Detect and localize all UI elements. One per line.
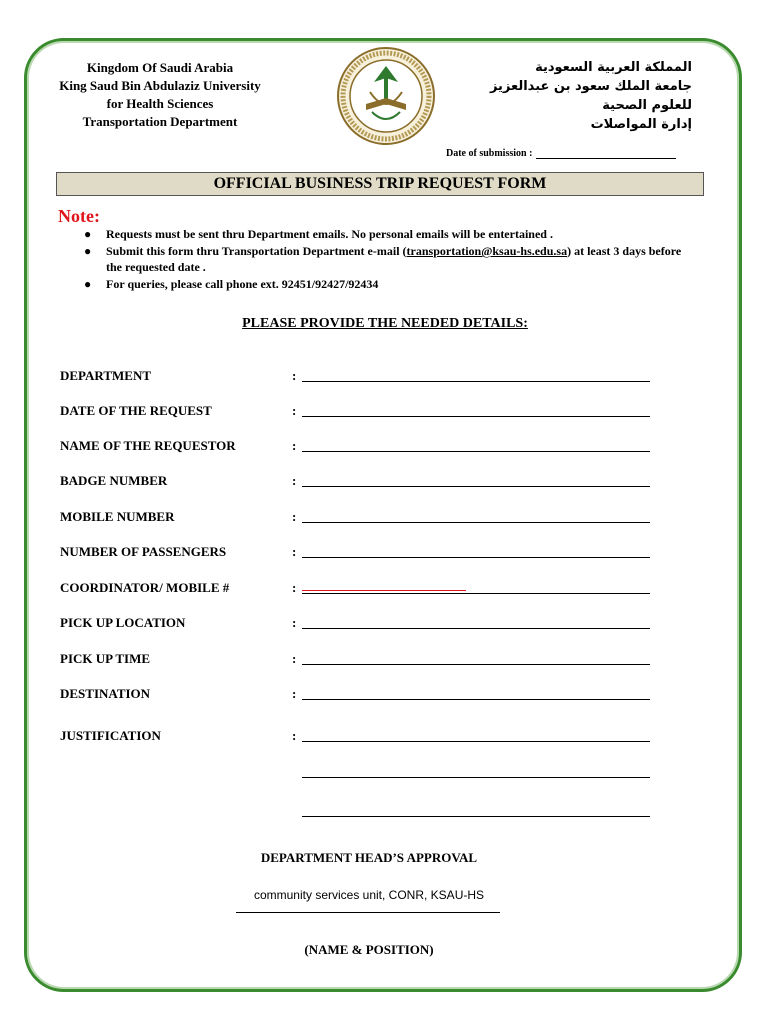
form-row-justification xyxy=(60,728,680,748)
coordinator-field[interactable] xyxy=(302,593,650,594)
arabic-header xyxy=(472,58,692,134)
field-label: DEPARTMENT xyxy=(60,368,152,383)
field-colon: : xyxy=(292,473,297,488)
form-title: OFFICIAL BUSINESS TRIP REQUEST FORM xyxy=(56,172,704,196)
bullet-icon: ● xyxy=(84,227,92,241)
list-item xyxy=(80,243,700,275)
field-label: DATE OF THE REQUEST xyxy=(60,403,212,418)
form-row-pickup-time xyxy=(60,651,680,671)
pickup-location-field[interactable] xyxy=(302,628,650,629)
field-colon: : xyxy=(292,728,297,743)
field-colon: : xyxy=(292,686,297,701)
field-colon: : xyxy=(292,509,297,524)
destination-field[interactable] xyxy=(302,699,650,700)
pickup-time-field[interactable] xyxy=(302,664,650,665)
field-colon: : xyxy=(292,544,297,559)
form-row-badge xyxy=(60,473,680,493)
field-colon: : xyxy=(292,368,297,383)
passengers-field[interactable] xyxy=(302,557,650,558)
field-colon: : xyxy=(292,615,297,630)
signature-line[interactable] xyxy=(236,912,500,913)
justification-line-2[interactable] xyxy=(302,777,650,778)
red-underline xyxy=(302,590,466,591)
note-text: ) at least 3 days before the requested date . xyxy=(106,244,682,274)
field-colon: : xyxy=(292,438,297,453)
note-text: Requests must be sent thru Department emails. No personal emails will be entertained . xyxy=(106,227,553,241)
field-label: BADGE NUMBER xyxy=(60,473,168,488)
header-line: King Saud Bin Abdulaziz University xyxy=(59,78,261,93)
header-line: Transportation Department xyxy=(82,114,238,129)
email-link[interactable]: transportation@ksau-hs.edu.sa xyxy=(406,244,568,258)
list-item xyxy=(80,276,700,292)
list-item xyxy=(80,226,700,242)
field-colon: : xyxy=(292,403,297,418)
approver-unit: community services unit, CONR, KSAU-HS xyxy=(253,888,485,902)
note-text: For queries, please call phone ext. 92451/92427/92434 xyxy=(106,277,379,291)
header-line: إدارة المواصلات xyxy=(590,117,692,132)
form-row-mobile xyxy=(60,509,680,529)
form-row-requestor xyxy=(60,438,680,458)
date-of-submission xyxy=(446,148,676,159)
field-colon: : xyxy=(292,651,297,666)
form-row-destination xyxy=(60,686,680,706)
mobile-number-field[interactable] xyxy=(302,522,650,523)
form-row-date xyxy=(60,403,680,423)
name-position-label: (NAME & POSITION) xyxy=(304,942,434,957)
header-line: للعلوم الصحية xyxy=(602,98,692,113)
bullet-icon: ● xyxy=(84,244,92,258)
field-label: JUSTIFICATION xyxy=(60,728,161,743)
approval-heading: DEPARTMENT HEAD’S APPROVAL xyxy=(260,850,478,865)
header-line: جامعة الملك سعود بن عبدالعزيز xyxy=(489,79,692,94)
field-label: PICK UP LOCATION xyxy=(60,615,186,630)
field-label: COORDINATOR/ MOBILE # xyxy=(60,580,230,595)
section-heading: PLEASE PROVIDE THE NEEDED DETAILS: xyxy=(242,316,528,331)
field-label: NUMBER OF PASSENGERS xyxy=(60,544,227,559)
form-row-passengers xyxy=(60,544,680,564)
field-label: NAME OF THE REQUESTOR xyxy=(60,438,236,453)
header-line: Kingdom Of Saudi Arabia xyxy=(86,60,234,75)
note-heading: Note: xyxy=(58,206,100,226)
form-row-pickup-location xyxy=(60,615,680,635)
form-row-department xyxy=(60,368,680,388)
bullet-icon: ● xyxy=(84,277,92,291)
badge-number-field[interactable] xyxy=(302,486,650,487)
justification-field[interactable] xyxy=(302,741,650,742)
header-line: for Health Sciences xyxy=(106,96,214,111)
requestor-name-field[interactable] xyxy=(302,451,650,452)
note-list xyxy=(80,226,700,293)
submission-date-field[interactable] xyxy=(536,158,676,159)
submission-label: Date of submission : xyxy=(446,148,533,159)
form-row-coordinator xyxy=(60,580,680,600)
request-date-field[interactable] xyxy=(302,416,650,417)
english-header xyxy=(40,59,280,131)
field-label: DESTINATION xyxy=(60,686,151,701)
field-label: MOBILE NUMBER xyxy=(60,509,175,524)
field-label: PICK UP TIME xyxy=(60,651,151,666)
header-line: المملكة العربية السعودية xyxy=(535,60,692,75)
field-colon: : xyxy=(292,580,297,595)
note-text: Submit this form thru Transportation Department e-mail ( xyxy=(106,244,407,258)
justification-line-3[interactable] xyxy=(302,816,650,817)
department-field[interactable] xyxy=(302,381,650,382)
university-seal-logo xyxy=(336,46,436,146)
